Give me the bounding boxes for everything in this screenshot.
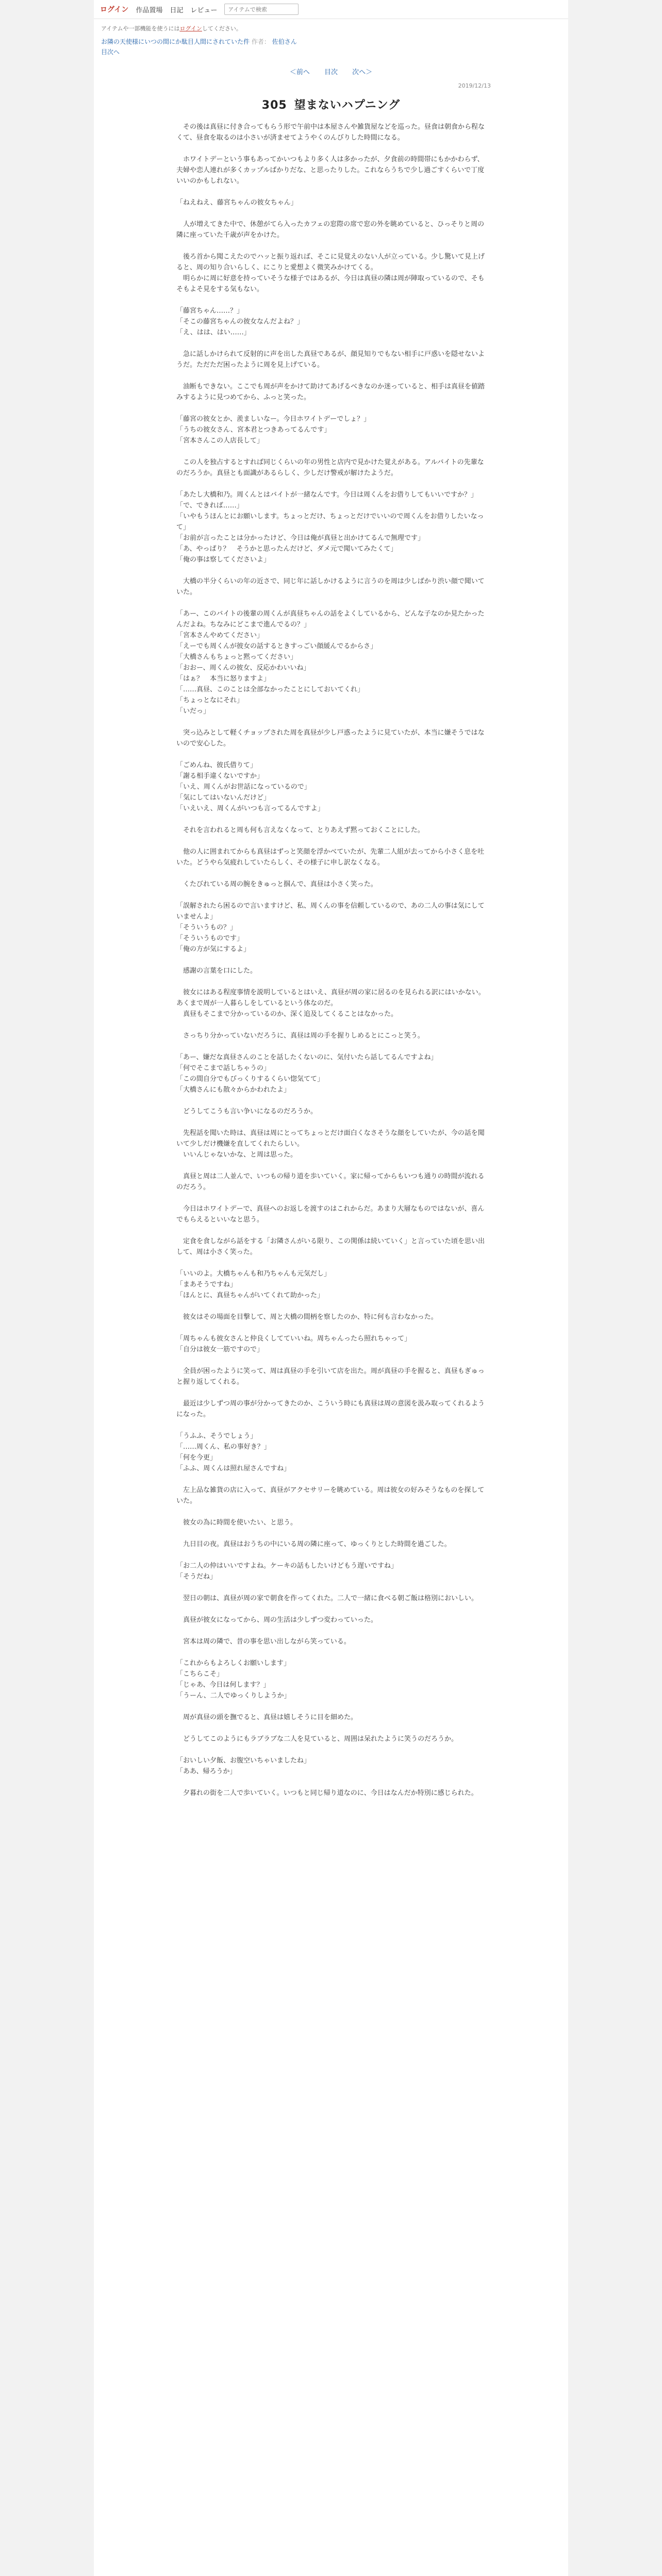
chapter-paragraph: 「ごめんね、彼氏借りて」 「謝る相手違くないですか」 「いえ、周くんがお世話になっているので」 「気にしてはいないんだけど」 「いえいえ、周くんがいつも言ってるんですよ」 (176, 761, 324, 812)
chapter-paragraph: 全員が困ったように笑って、周は真昼の手を引いて店を出た。周が真昼の手を握ると、真昼もぎゅっと握り返してくれる。 (176, 1367, 485, 1386)
chapter-paragraph: それを言われると周も何も言えなくなって、とりあえず黙っておくことにした。 (176, 826, 424, 834)
chapter-paragraph: 「あー、このバイトの後輩の周くんが真昼ちゃんの話をよくしているから、どんな子なのか見たかったんだよね。ちなみにどこまで進んでるの？」 「宮本さんやめてください」 「えーでも周くんが彼女の話するときすっごい顔緩んでるからさ」 「大橋さんもちょっと黙ってください」 「おおー、周くんの彼女、反応かわいいね」 「はぁ？ 本当に怒りますよ」 「……真昼、このことは全部なかったことにしておいてくれ」 「ちょっとなにそれ」 「いだっ」 (176, 610, 485, 715)
chapter-title-text: 望まないハプニング (294, 99, 401, 112)
chapter-paragraph: 翌日の朝は、真昼が周の家で朝食を作ってくれた。二人で一緒に食べる朝ご飯は格別においしい。 (176, 1595, 478, 1602)
chapter-paragraph: 「うふふ、そうでしょう」 「……周くん、私の事好き？」 「何を今更」 「ふふ、周くんは照れ屋さんですね」 (176, 1432, 291, 1472)
chapter-paragraph: 「誤解されたら困るので言いますけど、私、周くんの事を信頼しているので、あの二人の事は気にしていませんよ」 「そういうもの？」 「そういうものです」 「俺の方が気にするよ」 (176, 902, 485, 953)
chapter-paragraph: 左上品な雑貨の店に入って、真昼がアクセサリーを眺めている。周は彼女の好みそうなものを探していた。 (176, 1486, 485, 1505)
chapter-paragraph: その後は真昼に付き合ってもらう形で午前中は本屋さんや雑貨屋などを巡った。昼食は朝食から程なくて、昼食を取るのは小さいが済ませてようやくのんびりした時間になる。 (176, 123, 485, 142)
chapter-paragraph: 突っ込みとして軽くチョップされた周を真昼が少し戸惑ったように見ていたが、本当に嫌そうではないので安心した。 (176, 729, 485, 748)
chapter-paragraph: 「藤宮ちゃん……？」 「そこの藤宮ちゃんの彼女なんだよね？」 「え、はは、はい……」 (176, 307, 304, 336)
nav-link-diary[interactable]: 日記 (170, 6, 184, 14)
chapter-paragraph: 宮本は周の隣で、昔の事を思い出しながら笑っている。 (176, 1638, 351, 1646)
chapter-paragraph: どうしてこのようにもラブラブな二人を見ていると、周囲は呆れたように笑うのだろうか。 (176, 1735, 458, 1743)
chapter-paragraph: 真昼が彼女になってから、周の生活は少しずつ変わっていった。 (176, 1616, 377, 1624)
chapter-paragraph: さっちり分かっていないだろうに、真昼は周の手を握りしめるとにこっと笑う。 (176, 1032, 424, 1040)
chapter-paragraph: 彼女にはある程度事情を説明しているとはいえ、真昼が周の家に居るのを見られる訳にはいかない。あくまで周が一人暮らしをしているという体なのだ。 真昼もそこまで分かっているのか、深く追及してくることはなかった。 (176, 989, 485, 1018)
toc-link[interactable]: 目次 (324, 69, 338, 76)
chapter-body (176, 122, 486, 1799)
chapter-paragraph: 「藤宮の彼女とか、羨ましいなー。今日ホワイトデーでしょ？」 「うちの彼女さん、宮本君とつきあってるんです」 「宮本さんこの人店長して」 (176, 415, 371, 445)
chapter-paragraph: 油断もできない。ここでも周が声をかけて助けてあげるべきなのか迷っていると、相手は真昼を値踏みするように見つめてから、ふっと笑った。 (176, 383, 485, 401)
chapter-number: 305 (261, 99, 287, 112)
chapter-paragraph: この人を独占するとすれば同じくらいの年の男性と店内で見かけた覚えがある。アルバイトの先輩なのだろうか。真昼とも面識があるらしく、少しだけ警戒が解けたようだ。 (176, 459, 484, 477)
chapter-paragraph: 周が真昼の頭を撫でると、真昼は嬉しそうに目を細めた。 (176, 1714, 358, 1721)
chapter-paragraph: 最近は少しずつ周の事が分かってきたのか、こういう時にも真昼は周の意図を汲み取ってくれるようになった。 (176, 1400, 485, 1418)
login-logo-link[interactable]: ログイン (100, 6, 129, 14)
notice-suffix: してください。 (202, 25, 242, 32)
work-title-link[interactable]: お隣の天使様にいつの間にか駄目人間にされていた件 (101, 38, 250, 45)
index-link[interactable]: 目次へ (101, 48, 120, 56)
chapter-paragraph: 定食を食しながら話をする「お隣さんがいる限り、この関係は続いていく」と言っていた頃を思い出して、周は小さく笑った。 (176, 1238, 485, 1256)
chapter-paragraph: 大橋の半分くらいの年の近さで、同じ年に話しかけるように言うのを周は少しばかり渋い顔で聞いていた。 (176, 578, 485, 596)
chapter-paragraph: 「周ちゃんも彼女さんと仲良くしてていいね。周ちゃんったら照れちゃって」 「自分は彼女一筋ですので」 (176, 1335, 411, 1353)
chapter-paragraph: 彼女はその場面を目撃して、周と大橋の間柄を察したのか、特に何も言わなかった。 (176, 1313, 438, 1321)
chapter-paragraph: 夕暮れの街を二人で歩いていく。いつもと同じ帰り道なのに、今日はなんだか特別に感じられた。 (176, 1789, 478, 1797)
chapter-title (94, 96, 568, 112)
chapter-paragraph: 急に話しかけられて反射的に声を出した真昼であるが、顔見知りでもない相手に戸惑いを隠せないようだ。ただただ困ったように周を見上げている。 (176, 350, 485, 369)
page (94, 0, 568, 2576)
chapter-paragraph: 感謝の言葉を口にした。 (176, 967, 257, 975)
notice-prefix: アイテムや一部機能を使うには (101, 25, 180, 32)
chapter-paragraph: 「お二人の仲はいいですよね。ケーキの話もしたいけどもう遅いですね」 「そうだね」 (176, 1562, 398, 1581)
chapter-paragraph: 「あー、嫌だな真昼さんのことを話したくないのに、気付いたら話してるんですよね」 「何でそこまで話しちゃうの」 「この間自分でもびっくりするくらい惚気てて」 「大橋さんにも散々からかわれたよ」 (176, 1054, 438, 1094)
chapter-pager (94, 66, 568, 76)
chapter-paragraph: 今日はホワイトデーで、真昼へのお返しを渡すのはこれからだ。あまり大層なものではないが、喜んでもらえるといいなと思う。 (176, 1205, 485, 1224)
chapter-paragraph: 九日目の夜。真昼はおうちの中にいる周の隣に座って、ゆっくりとした時間を過ごした。 (176, 1540, 451, 1548)
chapter-paragraph: 「いいのよ。大橋ちゃんも和乃ちゃんも元気だし」 「まあそうですね」 「ほんとに、真昼ちゃんがいてくれて助かった」 (176, 1270, 331, 1299)
item-search-input[interactable] (224, 4, 299, 15)
nav-link-works[interactable]: 作品置場 (136, 6, 163, 14)
chapter-paragraph: 「おいしい夕飯、お腹空いちゃいましたね」 「ああ、帰ろうか」 (176, 1757, 311, 1775)
chapter-paragraph: ホワイトデーという事もあってかいつもより多く人は多かったが、夕食前の時間帯にもかかわらず、夫婦や恋人連れが多くカップルばかりだな、と思ったりした。これならうちで少し過ごすくらいで丁度いいのかもしれない。 (176, 156, 485, 185)
chapter-paragraph: 「これからもよろしくお願いします」 「こちらこそ」 「じゃあ、今日は何します？」 「うーん、二人でゆっくりしようか」 (176, 1659, 291, 1700)
chapter-paragraph: 「ねえねえ、藤宮ちゃんの彼女ちゃん」 (176, 199, 297, 207)
next-chapter-link[interactable]: 次へ＞ (352, 69, 373, 76)
chapter-date: 2019/12/13 (458, 82, 491, 89)
chapter-paragraph: 先程話を聞いた時は、真昼は周にとってちょっとだけ面白くなさそうな顔をしていたが、今の話を聞いて少しだけ機嫌を直してくれたらしい。 いいんじゃないかな、と周は思った。 (176, 1129, 485, 1159)
top-navigation-bar (94, 0, 568, 19)
chapter-paragraph: 真昼と周は二人並んで、いつもの帰り道を歩いていく。家に帰ってからもいつも通りの時間が流れるのだろう。 (176, 1173, 485, 1191)
chapter-paragraph: 人が増えてきた中で、休憩がてら入ったカフェの窓際の席で窓の外を眺めていると、ひっそりと周の隣に座っていた千歳が声をかけた。 (176, 221, 485, 239)
chapter-paragraph: 「あたし大橋和乃。周くんとはバイトが一緒なんです。今日は周くんをお借りしてもいいですか？」 「で、できれば……」 「いやもうほんとにお願いします。ちょっとだけ、ちょっとだけでいいので周くんをお借りしたいなって」 「お前が言ったことは分かったけど、今日は俺が真昼と出かけてるんで無理です」 「あ、やっぱり？ そうかと思ったんだけど、ダメ元で聞いてみたくて」 「俺の事は察してくださいよ」 (176, 491, 484, 564)
work-meta (94, 32, 568, 57)
login-notice (94, 19, 568, 32)
prev-chapter-link[interactable]: ＜前へ (289, 69, 310, 76)
notice-login-link[interactable]: ログイン (179, 25, 202, 32)
chapter-paragraph: くたびれている周の腕をきゅっと掴んで、真昼は小さく笑った。 (176, 880, 377, 888)
author-link[interactable]: 佐伯さん (272, 38, 297, 45)
chapter-paragraph: どうしてこうも言い争いになるのだろうか。 (176, 1108, 318, 1115)
chapter-paragraph: 後ろ首から聞こえたのでハッと振り返れば、そこに見覚えのない人が立っている。少し驚いて見上げると、周の知り合いらしく、にこりと愛想よく微笑みかけてくる。 明らかに周に好意を持っていそうな様子ではあるが、今日は真昼の隣は周が陣取っているので、そもそもよそ見をする気もない。 (176, 253, 485, 293)
chapter-paragraph: 彼女の為に時間を使いたい、と思う。 (176, 1519, 297, 1527)
author-label: 作者： (251, 38, 270, 45)
nav-link-review[interactable]: レビュー (190, 6, 218, 14)
chapter-paragraph: 他の人に囲まれてからも真昼はずっと笑顔を浮かべていたが、先輩二人組が去ってから小さく息を吐いた。どうやら気疲れしていたらしく、その様子に申し訳なくなる。 (176, 848, 485, 867)
